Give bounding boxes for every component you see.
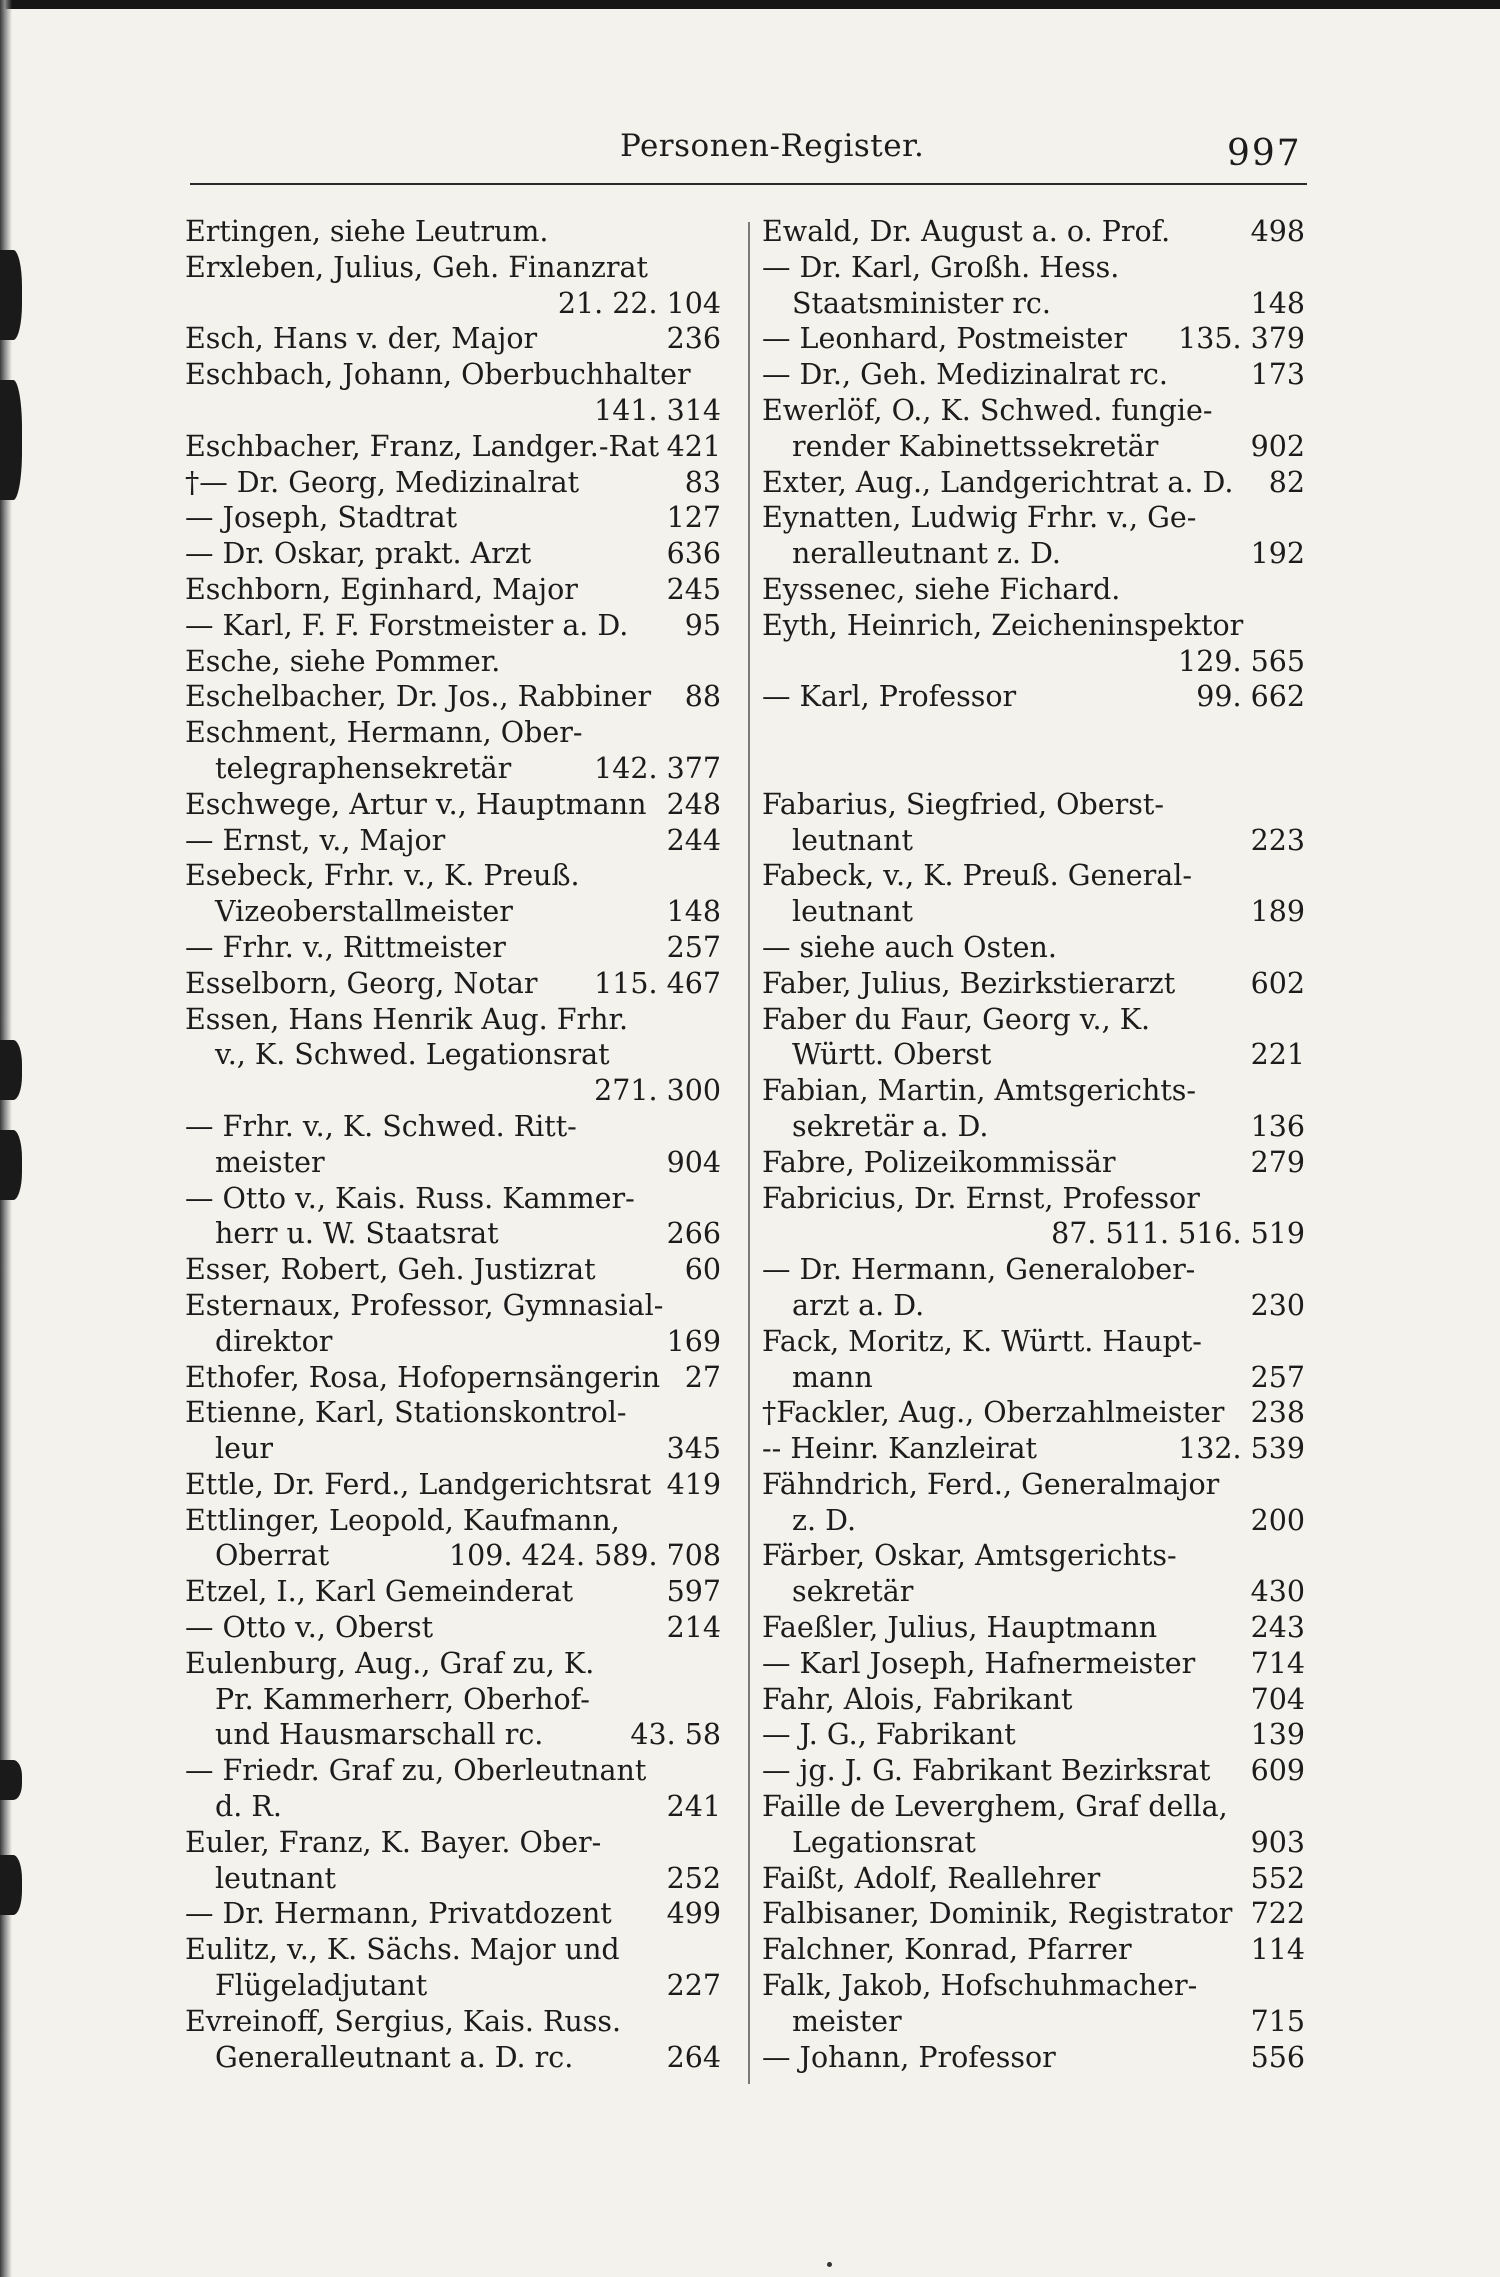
index-entry-line: [762, 2004, 1305, 2040]
entry-text: Oberrat: [215, 1539, 330, 1573]
entry-page-refs: 714: [1250, 1646, 1305, 1680]
entry-text: Faber, Julius, Bezirkstierarzt: [762, 966, 1176, 1000]
column-divider: [748, 222, 750, 2084]
index-entry-line: [185, 1682, 721, 1718]
entry-text: Fähndrich, Ferd., Generalmajor: [762, 1467, 1220, 1501]
entry-page-refs: 169: [666, 1324, 721, 1358]
entry-text: — Karl Joseph, Hafnermeister: [762, 1646, 1196, 1680]
index-entry-line: [185, 1252, 721, 1288]
index-entry-line: [762, 858, 1305, 894]
index-entry-line: [762, 1968, 1305, 2004]
entry-text: meister: [215, 1145, 325, 1179]
index-entry-line: [762, 1181, 1305, 1217]
entry-page-refs: 704: [1250, 1682, 1305, 1716]
index-entry-line: [185, 2004, 721, 2040]
entry-page-refs: 115. 467: [594, 966, 721, 1000]
entry-page-refs: 227: [666, 1969, 721, 2003]
entry-text: Ettle, Dr. Ferd., Landgerichtsrat: [185, 1467, 652, 1501]
index-entry-line: [185, 465, 721, 501]
index-entry-line: [762, 1288, 1305, 1324]
index-entry-line: [762, 1002, 1305, 1038]
index-entry-line: [185, 1181, 721, 1217]
entry-page-refs: 87. 511. 516. 519: [1051, 1217, 1305, 1251]
entry-text: — jg. J. G. Fabrikant Bezirksrat: [762, 1754, 1211, 1788]
entry-text: Etienne, Karl, Stationskontrol-: [185, 1396, 627, 1430]
index-entry-line: [762, 1431, 1305, 1467]
entry-text: direktor: [215, 1324, 333, 1358]
entry-text: Eschborn, Eginhard, Major: [185, 572, 578, 606]
entry-text: — Frhr. v., Rittmeister: [185, 930, 506, 964]
entry-page-refs: 214: [666, 1611, 721, 1645]
entry-text: Ettlinger, Leopold, Kaufmann,: [185, 1503, 620, 1537]
entry-text: Eschbach, Johann, Oberbuchhalter: [185, 358, 691, 392]
index-entry-line: [185, 1288, 721, 1324]
entry-text: Vizeoberstallmeister: [215, 895, 513, 929]
index-entry-line: [762, 1861, 1305, 1897]
entry-text: Falchner, Konrad, Pfarrer: [762, 1933, 1132, 1967]
entry-page-refs: 602: [1250, 966, 1305, 1000]
index-entry-line: [185, 1861, 721, 1897]
entry-text: -- Heinr. Kanzleirat: [762, 1432, 1037, 1466]
entry-text: Faille de Leverghem, Graf della,: [762, 1790, 1228, 1824]
page-number: 997: [1227, 133, 1302, 174]
index-entry-line: [185, 1574, 721, 1610]
entry-text: Eyth, Heinrich, Zeicheninspektor: [762, 608, 1244, 642]
index-entry-line: [185, 1467, 721, 1503]
entry-text: Fahr, Alois, Fabrikant: [762, 1682, 1073, 1716]
left-index-column: [185, 214, 721, 2075]
entry-page-refs: 60: [684, 1253, 721, 1287]
index-entry-line: [762, 1789, 1305, 1825]
index-entry-line: [185, 966, 721, 1002]
index-entry-line: [762, 536, 1305, 572]
index-entry-line: [185, 1324, 721, 1360]
scan-edge-mark: [0, 1855, 22, 1915]
index-entry-line: [762, 1395, 1305, 1431]
index-entry-line: [762, 1753, 1305, 1789]
entry-text: — Dr. Hermann, Generalober-: [762, 1253, 1196, 1287]
entry-page-refs: 904: [666, 1145, 721, 1179]
entry-text: Falk, Jakob, Hofschuhmacher-: [762, 1969, 1198, 2003]
entry-page-refs: 139: [1250, 1718, 1305, 1752]
index-entry-line: [762, 608, 1305, 644]
entry-text: — Ernst, v., Major: [185, 823, 446, 857]
entry-page-refs: 43. 58: [630, 1718, 721, 1752]
index-entry-line: [185, 500, 721, 536]
entry-page-refs: 83: [684, 465, 721, 499]
index-entry-line: [762, 787, 1305, 823]
entry-page-refs: 95: [684, 608, 721, 642]
entry-text: sekretär: [792, 1575, 914, 1609]
entry-text: Ertingen, siehe Leutrum.: [185, 215, 549, 248]
index-entry-line: [762, 1252, 1305, 1288]
index-entry-line: [185, 250, 721, 286]
entry-text: leutnant: [792, 895, 913, 929]
entry-text: Esebeck, Frhr. v., K. Preuß.: [185, 859, 580, 893]
index-entry-line: [185, 1646, 721, 1682]
index-entry-line: [762, 1503, 1305, 1539]
entry-text: v., K. Schwed. Legationsrat: [215, 1038, 610, 1072]
entry-text: Eyssenec, siehe Fichard.: [762, 572, 1121, 606]
index-entry-line: [762, 465, 1305, 501]
index-entry-line: [185, 858, 721, 894]
index-entry-line: [762, 679, 1305, 715]
entry-text: Eulenburg, Aug., Graf zu, K.: [185, 1646, 595, 1680]
index-entry-line: [762, 1538, 1305, 1574]
entry-text: z. D.: [792, 1503, 857, 1537]
index-entry-line: [762, 2040, 1305, 2076]
index-entry-line: [185, 286, 721, 322]
index-entry-line: [185, 1037, 721, 1073]
entry-page-refs: 556: [1250, 2040, 1305, 2074]
entry-text: Faeßler, Julius, Hauptmann: [762, 1611, 1158, 1645]
entry-page-refs: 135. 379: [1178, 322, 1305, 356]
entry-text: Legationsrat: [792, 1825, 976, 1859]
entry-page-refs: 109. 424. 589. 708: [449, 1539, 721, 1573]
index-entry-line: [762, 1574, 1305, 1610]
index-entry-line: [185, 2040, 721, 2076]
entry-page-refs: 248: [666, 787, 721, 821]
index-entry-line: [762, 357, 1305, 393]
index-entry-line: [185, 787, 721, 823]
index-entry-line: [185, 644, 721, 680]
entry-text: — Otto v., Kais. Russ. Kammer-: [185, 1181, 635, 1215]
entry-text: Ewald, Dr. August a. o. Prof.: [762, 215, 1171, 248]
entry-page-refs: 27: [684, 1360, 721, 1394]
entry-page-refs: 279: [1250, 1145, 1305, 1179]
index-entry-line: [185, 429, 721, 465]
entry-text: — Joseph, Stadtrat: [185, 501, 458, 535]
index-entry-line: [185, 679, 721, 715]
entry-page-refs: 21. 22. 104: [557, 286, 721, 320]
entry-page-refs: 132. 539: [1178, 1432, 1305, 1466]
entry-page-refs: 257: [666, 930, 721, 964]
scan-edge-mark: [0, 250, 22, 340]
index-entry-line: [185, 1610, 721, 1646]
entry-text: †Fackler, Aug., Oberzahlmeister: [762, 1396, 1225, 1430]
index-entry-line: [762, 1109, 1305, 1145]
entry-text: Esser, Robert, Geh. Justizrat: [185, 1253, 596, 1287]
index-entry-line: [762, 500, 1305, 536]
index-entry-line: [762, 393, 1305, 429]
entry-page-refs: 257: [1250, 1360, 1305, 1394]
entry-text: arzt a. D.: [792, 1288, 925, 1322]
index-entry-line: [762, 214, 1305, 250]
entry-text: leutnant: [215, 1861, 336, 1895]
entry-text: Esch, Hans v. der, Major: [185, 322, 538, 356]
index-entry-line: [762, 966, 1305, 1002]
entry-text: Etzel, I., Karl Gemeinderat: [185, 1575, 574, 1609]
entry-page-refs: 129. 565: [1178, 644, 1305, 678]
entry-text: Falbisaner, Dominik, Registrator: [762, 1897, 1233, 1931]
index-entry-line: [762, 1717, 1305, 1753]
entry-page-refs: 200: [1250, 1503, 1305, 1537]
entry-page-refs: 99. 662: [1196, 680, 1305, 714]
scan-top-border: [0, 0, 1500, 9]
index-entry-line: [762, 751, 1305, 787]
entry-text: Fack, Moritz, K. Württ. Haupt-: [762, 1324, 1202, 1358]
index-entry-line: [185, 894, 721, 930]
entry-page-refs: 902: [1250, 429, 1305, 463]
entry-text: Württ. Oberst: [792, 1038, 992, 1072]
index-entry-line: [762, 321, 1305, 357]
right-index-column: [762, 214, 1305, 2075]
index-entry-line: [185, 393, 721, 429]
index-entry-line: [762, 930, 1305, 966]
entry-page-refs: 114: [1250, 1933, 1305, 1967]
index-entry-line: [185, 1789, 721, 1825]
entry-text: Flügeladjutant: [215, 1969, 428, 2003]
entry-text: leutnant: [792, 823, 913, 857]
entry-text: Färber, Oskar, Amtsgerichts-: [762, 1539, 1177, 1573]
index-entry-line: [185, 214, 721, 250]
entry-page-refs: 552: [1250, 1861, 1305, 1895]
entry-text: — Frhr. v., K. Schwed. Ritt-: [185, 1109, 577, 1143]
scan-edge-mark: [0, 1040, 22, 1100]
entry-page-refs: 498: [1250, 215, 1305, 248]
entry-page-refs: 236: [666, 322, 721, 356]
index-entry-line: [185, 1968, 721, 2004]
entry-text: render Kabinettssekretär: [792, 429, 1159, 463]
index-entry-line: [762, 894, 1305, 930]
entry-page-refs: 88: [684, 680, 721, 714]
entry-text: Esselborn, Georg, Notar: [185, 966, 538, 1000]
index-entry-line: [185, 1360, 721, 1396]
index-entry-line: [762, 1216, 1305, 1252]
entry-page-refs: 223: [1250, 823, 1305, 857]
entry-page-refs: 142. 377: [594, 751, 721, 785]
entry-text: Pr. Kammerherr, Oberhof-: [215, 1682, 590, 1716]
entry-page-refs: 609: [1250, 1754, 1305, 1788]
entry-page-refs: 148: [666, 895, 721, 929]
index-entry-line: [185, 536, 721, 572]
entry-text: — Leonhard, Postmeister: [762, 322, 1128, 356]
entry-page-refs: 244: [666, 823, 721, 857]
index-entry-line: [185, 1109, 721, 1145]
entry-text: Fabre, Polizeikommissär: [762, 1145, 1116, 1179]
entry-page-refs: 252: [666, 1861, 721, 1895]
entry-page-refs: 430: [1250, 1575, 1305, 1609]
entry-text: Staatsminister rc.: [792, 286, 1051, 320]
entry-page-refs: 148: [1250, 286, 1305, 320]
entry-text: Fabian, Martin, Amtsgerichts-: [762, 1074, 1197, 1108]
entry-text: Faißt, Adolf, Reallehrer: [762, 1861, 1101, 1895]
entry-text: — Johann, Professor: [762, 2040, 1056, 2074]
index-entry-line: [185, 751, 721, 787]
index-entry-line: [185, 1896, 721, 1932]
entry-page-refs: 82: [1268, 465, 1305, 499]
entry-page-refs: 722: [1250, 1897, 1305, 1931]
entry-page-refs: 189: [1250, 895, 1305, 929]
entry-text: Esternaux, Professor, Gymnasial-: [185, 1288, 664, 1322]
index-entry-line: [762, 250, 1305, 286]
entry-text: †— Dr. Georg, Medizinalrat: [185, 465, 580, 499]
entry-text: Euler, Franz, K. Bayer. Ober-: [185, 1825, 602, 1859]
entry-text: — Karl, F. F. Forstmeister a. D.: [185, 608, 629, 642]
entry-text: — Otto v., Oberst: [185, 1611, 434, 1645]
index-entry-line: [185, 823, 721, 859]
index-entry-line: [185, 608, 721, 644]
index-entry-line: [185, 1395, 721, 1431]
entry-text: Eschwege, Artur v., Hauptmann: [185, 787, 647, 821]
entry-text: Faber du Faur, Georg v., K.: [762, 1002, 1151, 1036]
entry-text: — Dr. Oskar, prakt. Arzt: [185, 537, 532, 571]
entry-text: — Dr., Geh. Medizinalrat rc.: [762, 358, 1168, 392]
index-entry-line: [185, 572, 721, 608]
entry-text: — J. G., Fabrikant: [762, 1718, 1016, 1752]
entry-text: sekretär a. D.: [792, 1109, 989, 1143]
entry-text: Generalleutnant a. D. rc.: [215, 2040, 574, 2074]
entry-page-refs: 345: [666, 1432, 721, 1466]
index-entry-line: [762, 1467, 1305, 1503]
entry-page-refs: 419: [666, 1467, 721, 1501]
entry-page-refs: 597: [666, 1575, 721, 1609]
entry-text: Exter, Aug., Landgerichtrat a. D.: [762, 465, 1234, 499]
index-entry-line: [185, 1503, 721, 1539]
entry-page-refs: 266: [666, 1217, 721, 1251]
index-entry-line: [762, 1324, 1305, 1360]
entry-text: Ethofer, Rosa, Hofopernsängerin: [185, 1360, 661, 1394]
index-entry-line: [762, 286, 1305, 322]
entry-text: Fabeck, v., K. Preuß. General-: [762, 859, 1192, 893]
entry-text: Eschbacher, Franz, Landger.-Rat: [185, 429, 660, 463]
entry-text: — Dr. Karl, Großh. Hess.: [762, 250, 1120, 284]
index-entry-line: [185, 1717, 721, 1753]
entry-text: telegraphensekretär: [215, 751, 512, 785]
scan-speck: [827, 2262, 832, 2267]
entry-text: Ewerlöf, O., K. Schwed. fungie-: [762, 393, 1213, 427]
index-entry-line: [762, 1825, 1305, 1861]
entry-page-refs: 636: [666, 537, 721, 571]
index-entry-line: [762, 1932, 1305, 1968]
index-entry-line: [762, 1037, 1305, 1073]
entry-page-refs: 141. 314: [594, 393, 721, 427]
entry-text: — Karl, Professor: [762, 680, 1017, 714]
entry-page-refs: 238: [1250, 1396, 1305, 1430]
index-entry-line: [185, 1145, 721, 1181]
scan-edge-mark: [0, 380, 22, 500]
index-entry-line: [185, 1538, 721, 1574]
index-entry-line: [762, 1646, 1305, 1682]
entry-text: mann: [792, 1360, 873, 1394]
index-entry-line: [762, 1896, 1305, 1932]
entry-text: Eulitz, v., K. Sächs. Major und: [185, 1933, 620, 1967]
index-entry-line: [185, 930, 721, 966]
entry-text: Eynatten, Ludwig Frhr. v., Ge-: [762, 501, 1197, 535]
entry-text: Essen, Hans Henrik Aug. Frhr.: [185, 1002, 629, 1036]
header-rule: [190, 183, 1307, 185]
index-entry-line: [185, 1932, 721, 1968]
index-entry-line: [185, 1753, 721, 1789]
entry-page-refs: 192: [1250, 537, 1305, 571]
index-entry-line: [185, 1431, 721, 1467]
entry-page-refs: 241: [666, 1790, 721, 1824]
entry-text: Eschelbacher, Dr. Jos., Rabbiner: [185, 680, 652, 714]
entry-page-refs: 421: [666, 429, 721, 463]
index-entry-line: [185, 1825, 721, 1861]
entry-page-refs: 245: [666, 572, 721, 606]
page-header-title: Personen-Register.: [620, 128, 925, 164]
entry-page-refs: 499: [666, 1897, 721, 1931]
entry-page-refs: 127: [666, 501, 721, 535]
index-entry-line: [762, 429, 1305, 465]
entry-text: neralleutnant z. D.: [792, 537, 1061, 571]
entry-page-refs: 715: [1250, 2004, 1305, 2038]
entry-text: Fabarius, Siegfried, Oberst-: [762, 787, 1164, 821]
entry-text: Erxleben, Julius, Geh. Finanzrat: [185, 250, 648, 284]
index-entry-line: [762, 1360, 1305, 1396]
scan-edge-mark: [0, 1130, 22, 1200]
entry-text: — Friedr. Graf zu, Oberleutnant: [185, 1754, 647, 1788]
entry-text: Evreinoff, Sergius, Kais. Russ.: [185, 2004, 622, 2038]
entry-text: d. R.: [215, 1790, 282, 1824]
entry-text: Fabricius, Dr. Ernst, Professor: [762, 1181, 1200, 1215]
index-entry-line: [762, 823, 1305, 859]
entry-text: Esche, siehe Pommer.: [185, 644, 501, 678]
entry-text: Eschment, Hermann, Ober-: [185, 716, 583, 750]
entry-text: herr u. W. Staatsrat: [215, 1217, 499, 1251]
entry-text: — Dr. Hermann, Privatdozent: [185, 1897, 612, 1931]
entry-page-refs: 264: [666, 2040, 721, 2074]
index-entry-line: [762, 572, 1305, 608]
entry-text: und Hausmarschall rc.: [215, 1718, 544, 1752]
index-entry-line: [185, 715, 721, 751]
entry-text: meister: [792, 2004, 902, 2038]
entry-text: leur: [215, 1432, 273, 1466]
entry-page-refs: 271. 300: [594, 1074, 721, 1108]
entry-page-refs: 136: [1250, 1109, 1305, 1143]
index-entry-line: [762, 1073, 1305, 1109]
entry-page-refs: 173: [1250, 358, 1305, 392]
entry-text: — siehe auch Osten.: [762, 930, 1057, 964]
index-entry-line: [762, 644, 1305, 680]
index-entry-line: [185, 1073, 721, 1109]
entry-page-refs: 221: [1250, 1038, 1305, 1072]
index-entry-line: [185, 357, 721, 393]
index-entry-line: [185, 1216, 721, 1252]
entry-page-refs: 230: [1250, 1288, 1305, 1322]
index-entry-line: [762, 1610, 1305, 1646]
scan-edge-mark: [0, 1760, 22, 1800]
entry-page-refs: 903: [1250, 1825, 1305, 1859]
index-entry-line: [185, 1002, 721, 1038]
index-entry-line: [185, 321, 721, 357]
entry-page-refs: 243: [1250, 1611, 1305, 1645]
index-entry-line: [762, 1145, 1305, 1181]
index-entry-line: [762, 1682, 1305, 1718]
index-entry-line: [762, 715, 1305, 751]
